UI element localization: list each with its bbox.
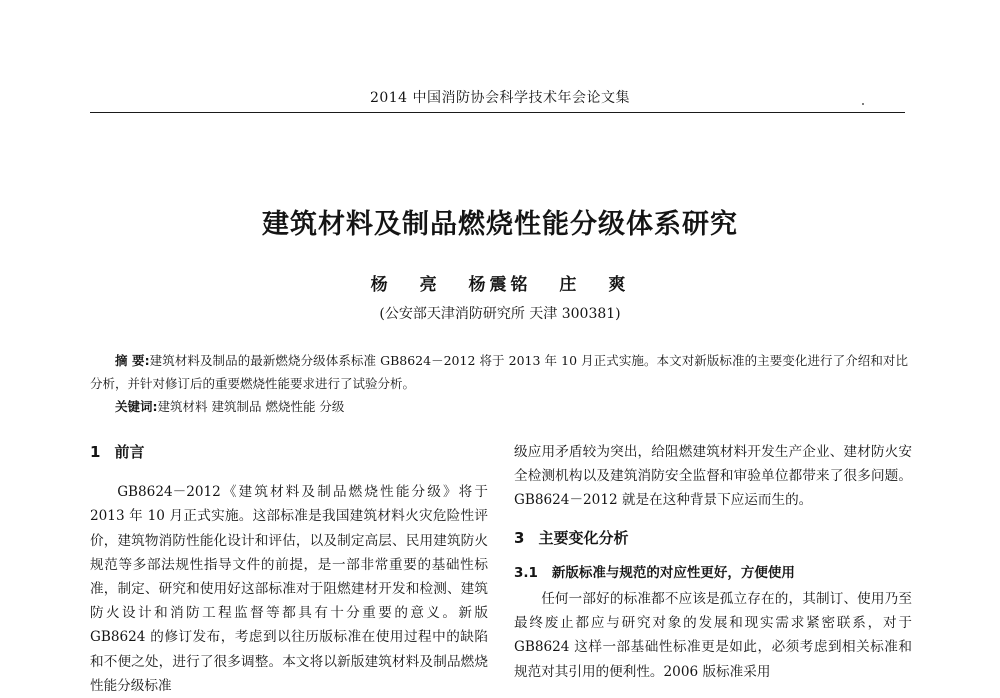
subsection-3-1-heading — [514, 561, 912, 585]
section-1-paragraph: GB8624－2012《建筑材料及制品燃烧性能分级》将于 2013 年 10 月正式实施。这部标准是我国建筑材料火灾危险性评价，建筑物消防性能化设计和评估，以及制定高层、民用建筑防火规范等多部法规性指导文件的前提，是一部非常重要的基础性标准，制定、研究和使用好这部标准对于阻燃建材开发和检测、建筑防火设计和消防工程监督等都具有十分重要的意义。新版 GB8624 的修订发布，考虑到以往历版标准在使用过程中的缺陷和不便之处，进行了很多调整。本文将以新版建筑材料及制品燃烧性能分级标准 — [90, 484, 488, 694]
subsection-3-1-number: 3.1 — [514, 564, 538, 581]
abstract-paragraph — [90, 349, 908, 395]
section-1-number: 1 — [90, 443, 101, 461]
section-1-title: 前言 — [114, 443, 145, 461]
right-column — [514, 440, 912, 684]
section-3-title: 主要变化分析 — [538, 528, 629, 547]
keywords-paragraph — [90, 395, 908, 418]
abstract-block — [90, 349, 908, 418]
scan-speck — [862, 103, 864, 105]
paper-affiliation: (公安部天津消防研究所 天津 300381) — [379, 306, 621, 322]
abstract-label: 摘 要: — [115, 353, 150, 368]
continued-paragraph: 级应用矛盾较为突出，给阻燃建筑材料开发生产企业、建材防火安全检测机构以及建筑消防安全监督和审验单位都带来了很多问题。GB8624－2012 就是在这种背景下应运而生的。 — [514, 444, 912, 509]
header-rule — [90, 112, 905, 113]
section-3-heading — [514, 526, 912, 550]
abstract-text: 建筑材料及制品的最新燃烧分级体系标准 GB8624－2012 将于 2013 年 10 月正式实施。本文对新版标准的主要变化进行了介绍和对比分析，并针对修订后的重要燃烧性能要求进行了试验分析。 — [90, 353, 908, 391]
section-1-heading — [90, 440, 488, 464]
running-header: 2014 中国消防协会科学技术年会论文集 — [369, 90, 631, 106]
subsection-3-1-paragraph: 任何一部好的标准都不应该是孤立存在的，其制订、使用乃至最终废止都应与研究对象的发展和现实需求紧密联系，对于 GB8624 这样一部基础性标准更是如此，必须考虑到相关标准和规范对其引用的便利性。2006 版标准采用 — [514, 591, 912, 680]
paper-authors: 杨 亮 杨震铭 庄 爽 — [370, 275, 630, 295]
subsection-3-1-title: 新版标准与规范的对应性更好，方便使用 — [551, 564, 795, 581]
paper-title: 建筑材料及制品燃烧性能分级体系研究 — [262, 209, 738, 240]
keywords-label: 关键词: — [115, 399, 158, 414]
keywords-text: 建筑材料 建筑制品 燃烧性能 分级 — [157, 399, 345, 414]
section-3-number: 3 — [514, 528, 525, 547]
left-column — [90, 440, 488, 698]
